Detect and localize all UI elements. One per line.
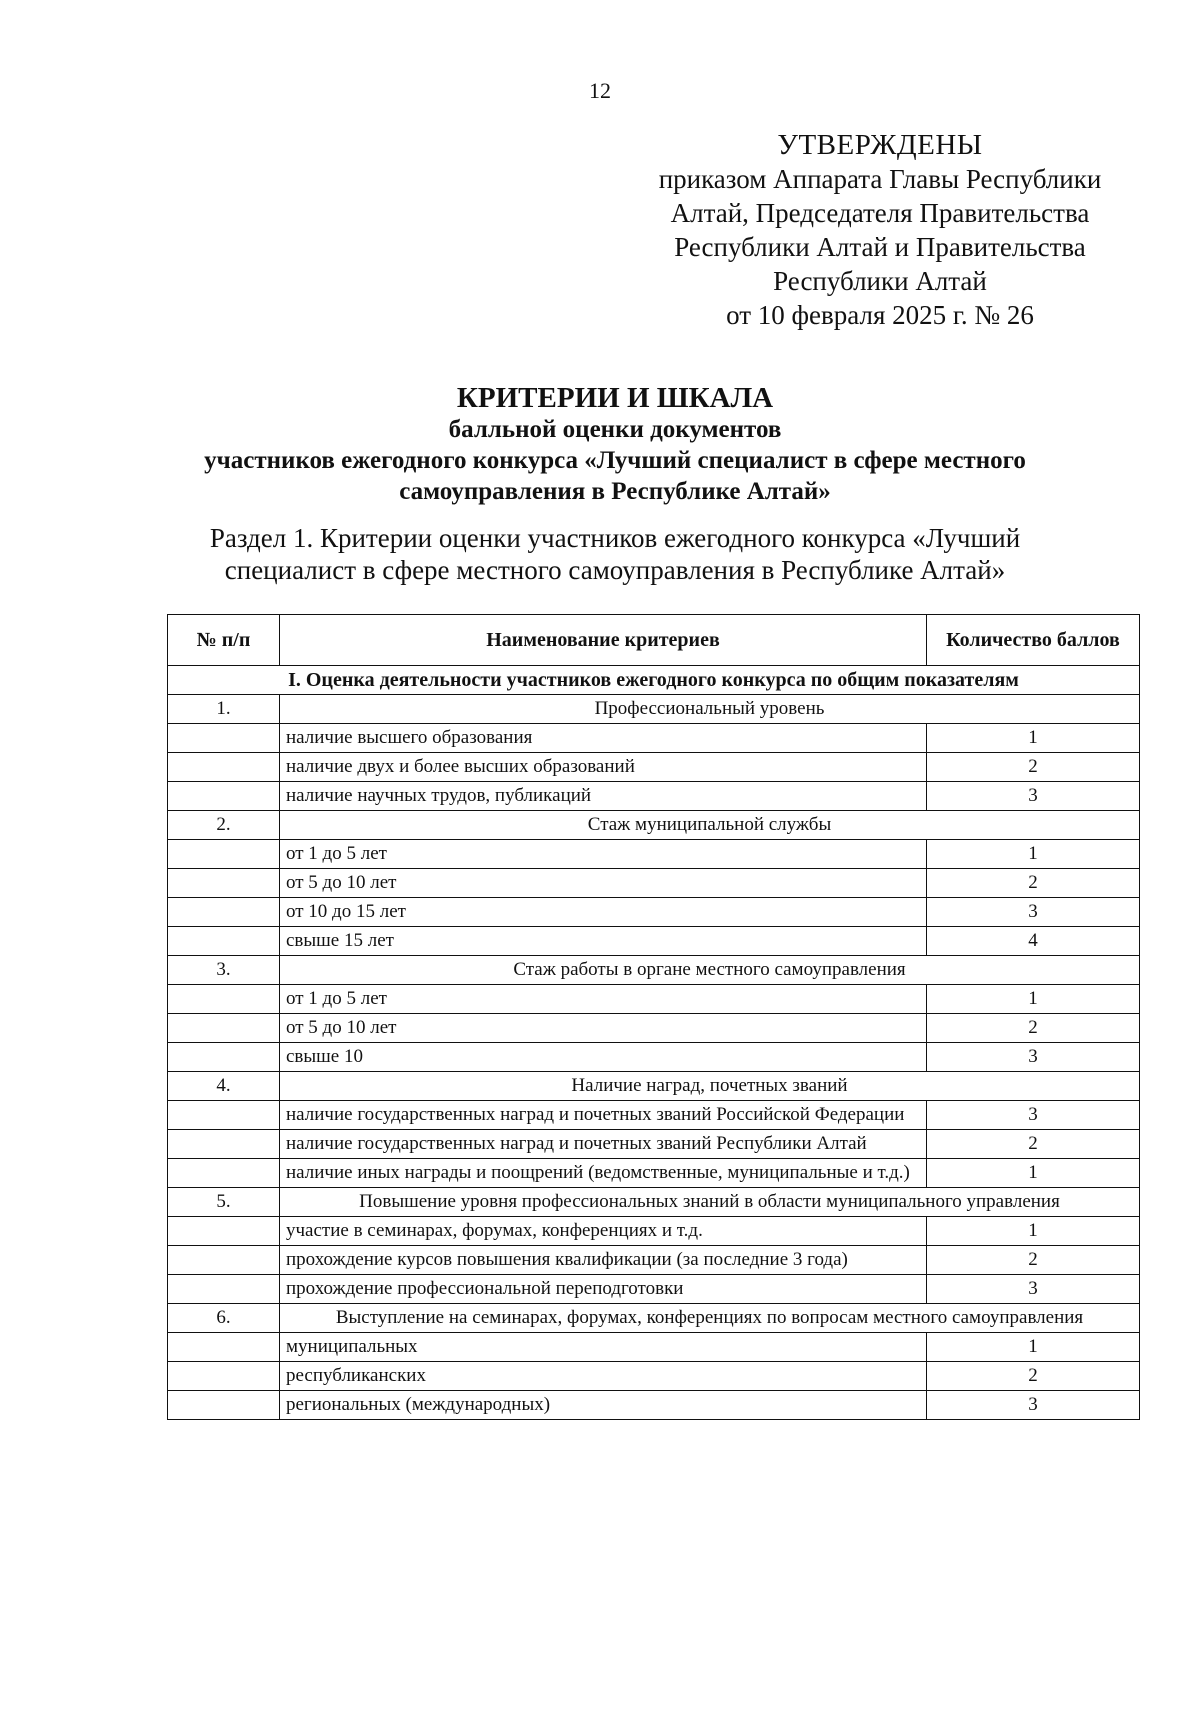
table-row — [168, 753, 1140, 782]
table-row — [168, 898, 1140, 927]
title-line: балльной оценки документов — [448, 416, 782, 443]
table-row — [168, 782, 1140, 811]
criterion-name: наличие государственных наград и почетных званий Российской Федерации — [280, 1101, 927, 1130]
group-row — [168, 1188, 1140, 1217]
criterion-name: наличие высшего образования — [280, 724, 927, 753]
criterion-score: 2 — [927, 1246, 1140, 1275]
document-title — [150, 383, 1080, 507]
table-row — [168, 1217, 1140, 1246]
criterion-name: от 10 до 15 лет — [280, 898, 927, 927]
table-row — [168, 1159, 1140, 1188]
criterion-name: участие в семинарах, форумах, конференциях и т.д. — [280, 1217, 927, 1246]
row-number-cell — [168, 1130, 280, 1159]
table-row — [168, 869, 1140, 898]
table-row — [168, 985, 1140, 1014]
table-row — [168, 1362, 1140, 1391]
row-number-cell — [168, 1275, 280, 1304]
criterion-name: прохождение профессиональной переподготовки — [280, 1275, 927, 1304]
group-title: Стаж муниципальной службы — [280, 811, 1140, 840]
group-row — [168, 695, 1140, 724]
group-title: Наличие наград, почетных званий — [280, 1072, 1140, 1101]
row-number-cell — [168, 753, 280, 782]
table-header-row — [168, 615, 1140, 666]
criterion-score: 1 — [927, 1217, 1140, 1246]
title-line: участников ежегодного конкурса «Лучший специалист в сфере местного — [204, 447, 1026, 474]
group-title: Повышение уровня профессиональных знаний в области муниципального управления — [280, 1188, 1140, 1217]
group-title: Профессиональный уровень — [280, 695, 1140, 724]
row-number-cell — [168, 1043, 280, 1072]
row-number-cell — [168, 724, 280, 753]
table-row — [168, 1246, 1140, 1275]
criterion-score: 1 — [927, 724, 1140, 753]
group-title: Стаж работы в органе местного самоуправления — [280, 956, 1140, 985]
criterion-score: 3 — [927, 1101, 1140, 1130]
row-number-cell — [168, 1159, 280, 1188]
criterion-score: 2 — [927, 869, 1140, 898]
row-number-cell — [168, 1362, 280, 1391]
criterion-name: наличие иных награды и поощрений (ведомственные, муниципальные и т.д.) — [280, 1159, 927, 1188]
row-number-cell — [168, 1391, 280, 1420]
header-num: № п/п — [168, 615, 280, 666]
criterion-score: 1 — [927, 985, 1140, 1014]
row-number-cell — [168, 1333, 280, 1362]
criterion-score: 3 — [927, 1043, 1140, 1072]
criterion-score: 1 — [927, 1333, 1140, 1362]
criterion-score: 3 — [927, 1275, 1140, 1304]
row-number-cell — [168, 1101, 280, 1130]
row-number-cell — [168, 898, 280, 927]
group-number: 2. — [168, 811, 280, 840]
row-number-cell — [168, 840, 280, 869]
criterion-name: республиканских — [280, 1362, 927, 1391]
criterion-score: 1 — [927, 1159, 1140, 1188]
group-title: Выступление на семинарах, форумах, конференциях по вопросам местного самоуправления — [280, 1304, 1140, 1333]
section-line: специалист в сфере местного самоуправления в Республике Алтай» — [224, 555, 1006, 585]
table-row — [168, 927, 1140, 956]
approval-date: от 10 февраля 2025 г. № 26 — [726, 300, 1034, 330]
row-number-cell — [168, 1014, 280, 1043]
criterion-name: региональных (международных) — [280, 1391, 927, 1420]
criterion-score: 3 — [927, 782, 1140, 811]
criterion-score: 3 — [927, 1391, 1140, 1420]
criterion-name: от 1 до 5 лет — [280, 985, 927, 1014]
criterion-name: от 1 до 5 лет — [280, 840, 927, 869]
table-body — [168, 666, 1140, 1420]
table-row — [168, 1130, 1140, 1159]
row-number-cell — [168, 985, 280, 1014]
criterion-name: прохождение курсов повышения квалификации (за последние 3 года) — [280, 1246, 927, 1275]
group-number: 6. — [168, 1304, 280, 1333]
approval-line: Республики Алтай — [773, 266, 987, 296]
table-row — [168, 1043, 1140, 1072]
table-row — [168, 1333, 1140, 1362]
table-row — [168, 1014, 1140, 1043]
table-row — [168, 1275, 1140, 1304]
criterion-name: муниципальных — [280, 1333, 927, 1362]
section-heading-row — [168, 666, 1140, 695]
group-number: 3. — [168, 956, 280, 985]
table-row — [168, 1101, 1140, 1130]
criterion-score: 2 — [927, 1130, 1140, 1159]
criterion-name: наличие государственных наград и почетных званий Республики Алтай — [280, 1130, 927, 1159]
table-row — [168, 1391, 1140, 1420]
title-main: КРИТЕРИИ И ШКАЛА — [456, 382, 774, 414]
row-number-cell — [168, 1217, 280, 1246]
criterion-score: 4 — [927, 927, 1140, 956]
section-line: Раздел 1. Критерии оценки участников ежегодного конкурса «Лучший — [209, 523, 1021, 553]
criterion-score: 2 — [927, 1362, 1140, 1391]
criterion-name: от 5 до 10 лет — [280, 869, 927, 898]
table-row — [168, 724, 1140, 753]
criterion-score: 3 — [927, 898, 1140, 927]
criterion-score: 2 — [927, 1014, 1140, 1043]
group-number: 4. — [168, 1072, 280, 1101]
group-number: 5. — [168, 1188, 280, 1217]
criterion-name: свыше 10 — [280, 1043, 927, 1072]
criterion-name: наличие научных трудов, публикаций — [280, 782, 927, 811]
criterion-score: 2 — [927, 753, 1140, 782]
page-number: 12 — [589, 78, 611, 103]
criterion-name: от 5 до 10 лет — [280, 1014, 927, 1043]
group-row — [168, 1304, 1140, 1333]
approval-block — [640, 128, 1120, 332]
header-score: Количество баллов — [927, 615, 1140, 666]
group-number: 1. — [168, 695, 280, 724]
group-row — [168, 1072, 1140, 1101]
row-number-cell — [168, 869, 280, 898]
approval-line: Алтай, Председателя Правительства — [670, 198, 1090, 228]
criteria-table — [167, 614, 1140, 1420]
row-number-cell — [168, 782, 280, 811]
criterion-name: свыше 15 лет — [280, 927, 927, 956]
group-row — [168, 811, 1140, 840]
header-name: Наименование критериев — [280, 615, 927, 666]
title-line: самоуправления в Республике Алтай» — [399, 478, 831, 505]
approval-stamp: УТВЕРЖДЕНЫ — [777, 129, 983, 161]
approval-line: приказом Аппарата Главы Республики — [658, 164, 1102, 194]
row-number-cell — [168, 1246, 280, 1275]
approval-line: Республики Алтай и Правительства — [674, 232, 1086, 262]
criterion-score: 1 — [927, 840, 1140, 869]
section-heading: I. Оценка деятельности участников ежегодного конкурса по общим показателям — [168, 666, 1140, 695]
row-number-cell — [168, 927, 280, 956]
group-row — [168, 956, 1140, 985]
section-title — [150, 522, 1080, 586]
table-row — [168, 840, 1140, 869]
criterion-name: наличие двух и более высших образований — [280, 753, 927, 782]
